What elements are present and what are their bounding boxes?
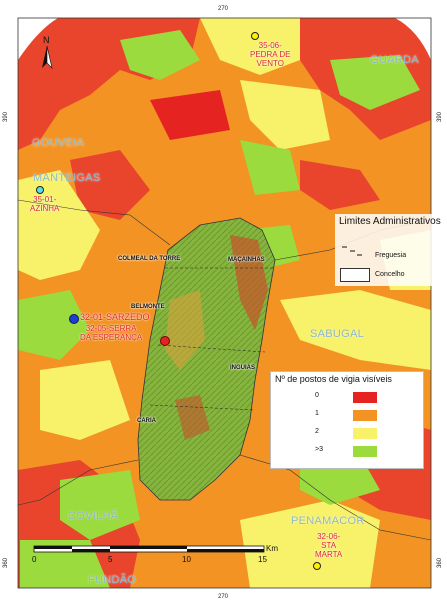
scale-tick-5: 5 — [108, 555, 113, 564]
legend-label-2: 2 — [315, 428, 319, 435]
north-arrow-icon — [40, 36, 54, 72]
coord-left-upper: 390 — [3, 111, 10, 123]
freguesia-line-icon — [341, 245, 363, 257]
scale-tick-10: 10 — [182, 555, 191, 564]
place-gouveia: GOUVEIA — [32, 137, 85, 149]
concelho-swatch — [340, 268, 370, 282]
vigia-point-azinha — [36, 186, 44, 194]
coord-top: 270 — [218, 6, 229, 12]
legend-label-1: 1 — [315, 410, 319, 417]
legend-admin-title: Limites Administrativos — [339, 216, 441, 227]
legend-vigia-title: Nº de postos de vigia visíveis — [275, 374, 392, 384]
scale-tick-15: 15 — [258, 555, 267, 564]
vigia-point-sta-marta — [313, 562, 321, 570]
legend-swatch-1 — [353, 410, 377, 421]
legend-row — [271, 444, 423, 458]
legend-label-3: >3 — [315, 446, 323, 453]
scale-bar — [32, 544, 282, 566]
legend-row — [271, 426, 423, 440]
legend-vigia — [270, 371, 424, 469]
vigia-label-sta-marta: 32-06- STA MARTA — [315, 532, 343, 559]
freguesia-belmonte: BELMONTE — [131, 304, 165, 310]
coord-right-upper: 390 — [437, 111, 444, 123]
freguesia-caria: CARIA — [137, 418, 156, 424]
coord-bottom: 270 — [218, 594, 229, 600]
place-penamacor: PENAMACOR — [291, 515, 365, 527]
legend-swatch-0 — [353, 392, 377, 403]
vigia-point-pedra-de-vento — [251, 32, 259, 40]
coord-right-lower: 360 — [437, 557, 444, 569]
legend-admin — [335, 214, 445, 286]
vigia-label-sarzedo: 32-01-SARZEDO — [80, 312, 150, 322]
place-manteigas: MANTEIGAS — [33, 172, 101, 184]
place-sabugal: SABUGAL — [310, 328, 365, 340]
place-fundao: FUNDÃO — [88, 574, 137, 586]
vigia-label-azinha: 35-01- AZINHA — [30, 195, 60, 213]
place-covilha: COVILHÃ — [68, 510, 119, 522]
legend-row — [271, 390, 423, 404]
legend-label-0: 0 — [315, 392, 319, 399]
legend-freguesia-label: Freguesia — [375, 252, 407, 259]
legend-concelho-label: Concelho — [375, 271, 405, 278]
freguesia-inguias: INGUIAS — [230, 365, 256, 371]
vigia-label-pedra-de-vento: 35-06- PEDRA DE VENTO — [250, 41, 291, 68]
freguesia-colmeal: COLMEAL DA TORRE — [118, 256, 181, 262]
north-letter: N — [43, 35, 50, 45]
legend-swatch-3 — [353, 446, 377, 457]
freguesia-macainhas: MAÇAINHAS — [228, 257, 265, 263]
legend-row — [271, 408, 423, 422]
vigia-point-serra-esperanca — [160, 336, 170, 346]
scale-tick-0: 0 — [32, 555, 37, 564]
vigia-point-sarzedo — [69, 314, 79, 324]
coord-left-lower: 360 — [3, 557, 10, 569]
legend-swatch-2 — [353, 428, 377, 439]
scale-unit: Km — [266, 544, 278, 553]
vigia-label-serra-esperanca: 32-05-SERRA DA ESPERANÇA — [80, 324, 143, 342]
place-guarda: GUARDA — [370, 54, 419, 66]
